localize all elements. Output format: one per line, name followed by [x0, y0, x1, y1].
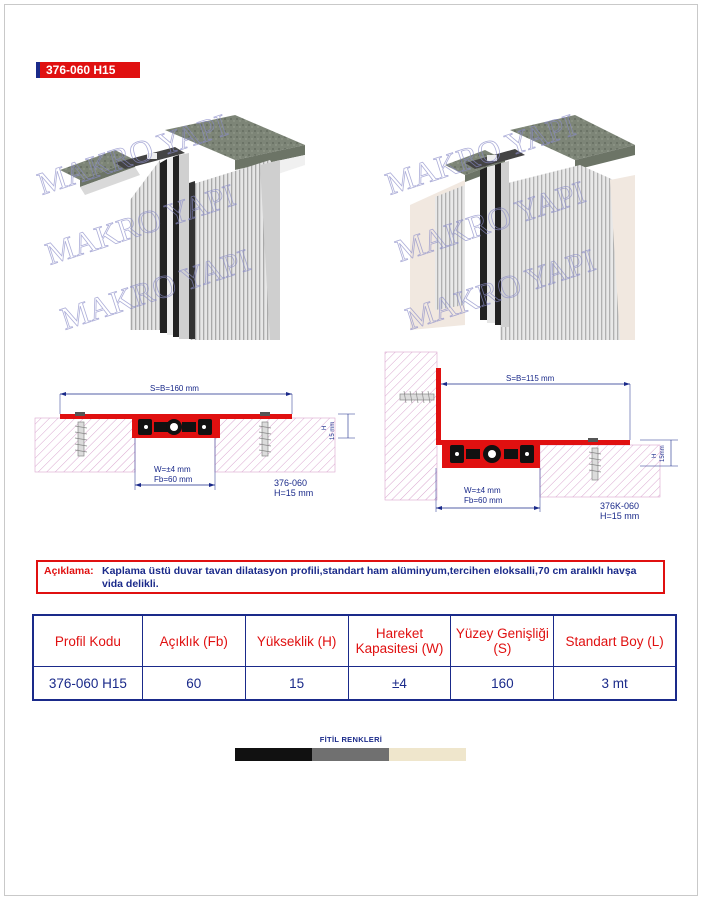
- watermark-text: MAKRO YAPI: [381, 106, 580, 202]
- model-label: 376-060: [274, 478, 308, 488]
- wick-color-swatch-grey: [312, 748, 389, 761]
- value-height: 15: [245, 667, 348, 701]
- wick-color-swatch-black: [235, 748, 312, 761]
- watermark-text: MAKRO YAPI: [41, 176, 240, 272]
- movement-label: W=±4 mm: [464, 486, 501, 495]
- header-height: Yükseklik (H): [245, 615, 348, 667]
- height-mm-label: 15 mm: [330, 421, 336, 440]
- wick-color-swatches: [235, 748, 466, 761]
- technical-drawing-left: [30, 378, 360, 503]
- watermark-text: MAKRO YAPI: [401, 241, 600, 337]
- header-profile-code: Profil Kodu: [33, 615, 142, 667]
- wick-colors-title: FİTİL RENKLERİ: [319, 735, 383, 744]
- watermark-layer: [0, 0, 702, 360]
- spec-table-row: [33, 667, 676, 701]
- height-label: H: [322, 425, 328, 430]
- height-label: H: [652, 453, 658, 458]
- value-standard-length: 3 mt: [554, 667, 676, 701]
- description-text: Kaplama üstü duvar tavan dilatasyon profili,standart ham alüminyum,tercihen eloksalli,70 cm aralıklı havşa vida delikli.: [102, 565, 637, 590]
- product-title: 376-060 H15: [36, 62, 140, 78]
- wick-color-swatch-beige: [389, 748, 466, 761]
- description-label: Açıklama:: [44, 565, 94, 577]
- value-opening: 60: [142, 667, 245, 701]
- spec-table: [32, 614, 677, 701]
- gap-label: Fb=60 mm: [464, 496, 503, 505]
- header-standard-length: Standart Boy (L): [554, 615, 676, 667]
- height-mm-label: 15mm: [660, 445, 666, 462]
- surface-width-label: S=B=160 mm: [150, 384, 199, 393]
- description-box: [36, 560, 665, 594]
- model-height-label: H=15 mm: [600, 511, 640, 521]
- value-profile-code: 376-060 H15: [33, 667, 142, 701]
- surface-width-label: S=B=115 mm: [506, 374, 555, 383]
- value-surface-width: 160: [451, 667, 554, 701]
- watermark-text: MAKRO YAPI: [33, 106, 232, 202]
- watermark-text: MAKRO YAPI: [56, 241, 255, 337]
- header-surface-width: Yüzey Genişliği (S): [451, 615, 554, 667]
- watermark-text: MAKRO YAPI: [391, 173, 590, 269]
- model-height-label: H=15 mm: [274, 488, 314, 498]
- technical-drawing-right: [380, 350, 685, 525]
- header-movement: Hareket Kapasitesi (W): [348, 615, 451, 667]
- model-label: 376K-060: [600, 501, 640, 511]
- gap-label: Fb=60 mm: [154, 475, 193, 484]
- movement-label: W=±4 mm: [154, 465, 191, 474]
- value-movement: ±4: [348, 667, 451, 701]
- spec-table-header-row: [33, 615, 676, 667]
- header-opening: Açıklık (Fb): [142, 615, 245, 667]
